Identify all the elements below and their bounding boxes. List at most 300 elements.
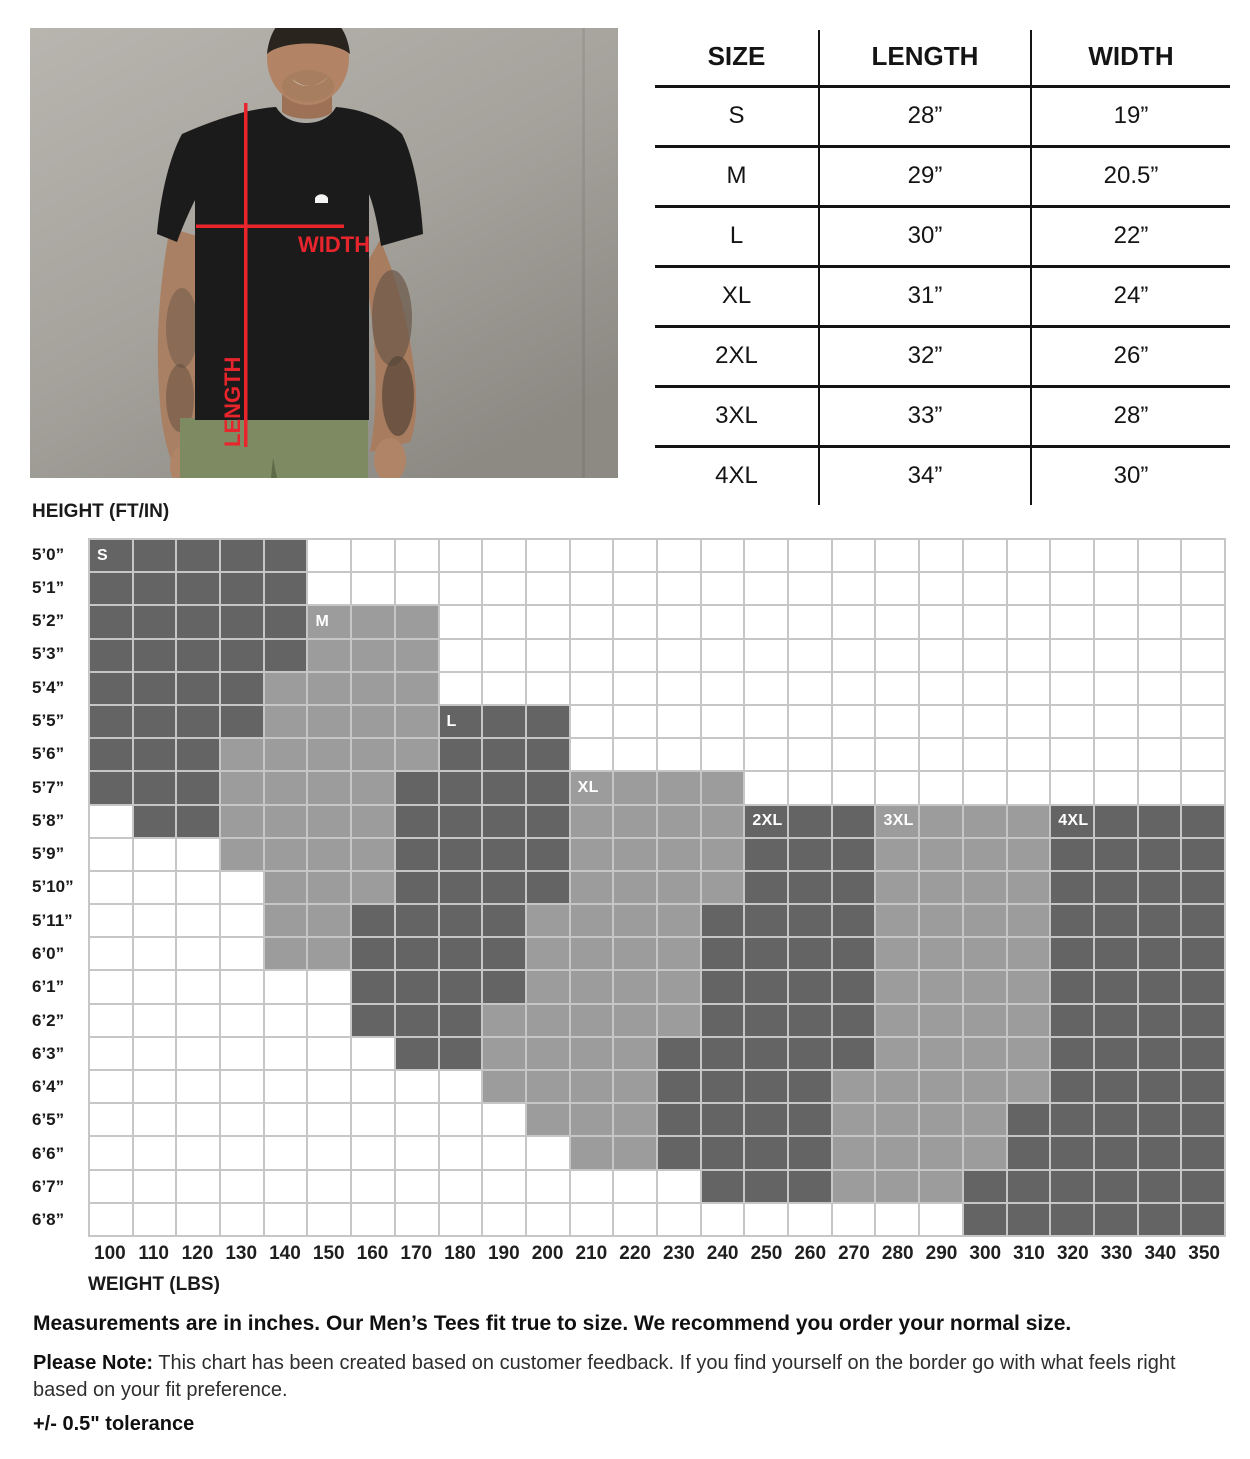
grid-cell: [308, 872, 350, 903]
please-note-label: Please Note:: [33, 1352, 154, 1374]
grid-cell: [221, 573, 263, 604]
grid-cell: [134, 806, 176, 837]
grid-cell: [265, 573, 307, 604]
height-tick-label: 5’2”: [32, 611, 65, 631]
grid-cell: [745, 1005, 787, 1036]
grid-cell: [177, 872, 219, 903]
grid-cell: [352, 806, 394, 837]
size-table-row: [655, 385, 1230, 445]
size-region-label: M: [315, 612, 330, 630]
grid-cell: [90, 839, 132, 870]
grid-cell: [1139, 1171, 1181, 1202]
grid-cell: [614, 872, 656, 903]
grid-cell: [1095, 1038, 1137, 1069]
grid-cell: [1139, 673, 1181, 704]
grid-cell: [789, 573, 831, 604]
grid-cell: [1008, 905, 1050, 936]
grid-cell: [1008, 673, 1050, 704]
height-tick-label: 5’8”: [32, 810, 65, 830]
grid-cell: [527, 839, 569, 870]
grid-cell: [221, 1104, 263, 1135]
size-table-header-row: [655, 30, 1230, 85]
height-tick-label: 6’5”: [32, 1110, 65, 1130]
grid-cell: [614, 1104, 656, 1135]
height-tick-label: 5’9”: [32, 844, 65, 864]
grid-cell: [90, 739, 132, 770]
grid-cell: [964, 706, 1006, 737]
grid-cell: [745, 540, 787, 571]
grid-cell: [134, 938, 176, 969]
grid-cell: [920, 739, 962, 770]
grid-cell: [440, 673, 482, 704]
grid-cell: [1051, 971, 1093, 1002]
grid-cell: [1051, 1071, 1093, 1102]
grid-cell: [265, 772, 307, 803]
grid-cell: [177, 806, 219, 837]
grid-cell: [177, 938, 219, 969]
size-table-cell: L: [729, 222, 744, 249]
grid-cell: [789, 839, 831, 870]
grid-cell: [177, 772, 219, 803]
grid-cell: [177, 1038, 219, 1069]
grid-cell: [265, 673, 307, 704]
grid-cell: [702, 1038, 744, 1069]
grid-cell: [265, 606, 307, 637]
grid-cell: [614, 573, 656, 604]
grid-cell: [833, 1171, 875, 1202]
grid-cell: [745, 739, 787, 770]
grid-cell: [920, 573, 962, 604]
grid-cell: [221, 905, 263, 936]
grid-cell: [221, 872, 263, 903]
grid-cell: [265, 1204, 307, 1235]
grid-cell: [571, 772, 613, 803]
grid-cell: [789, 1137, 831, 1168]
grid-cell: [1008, 1204, 1050, 1235]
grid-cell: [221, 1204, 263, 1235]
weight-tick-label: 250: [750, 1243, 783, 1264]
size-table-row: [655, 205, 1230, 265]
grid-cell: [396, 640, 438, 671]
grid-cell: [571, 706, 613, 737]
grid-cell: [1139, 839, 1181, 870]
grid-cell: [527, 772, 569, 803]
grid-cell: [571, 1171, 613, 1202]
grid-cell: [614, 1071, 656, 1102]
grid-cell: [483, 673, 525, 704]
grid-cell: [265, 839, 307, 870]
grid-cell: [90, 573, 132, 604]
grid-cell: [396, 739, 438, 770]
grid-cell: [789, 1005, 831, 1036]
grid-cell: [90, 640, 132, 671]
grid-cell: [221, 839, 263, 870]
grid-cell: [265, 1071, 307, 1102]
grid-cell: [1139, 1005, 1181, 1036]
grid-cell: [1095, 1204, 1137, 1235]
grid-cell: [90, 772, 132, 803]
grid-cell: [1182, 971, 1224, 1002]
grid-cell: [833, 1038, 875, 1069]
grid-cell: [745, 839, 787, 870]
grid-cell: [134, 706, 176, 737]
grid-cell: [789, 706, 831, 737]
grid-cell: [177, 971, 219, 1002]
size-table-cell: 29”: [818, 148, 1030, 205]
grid-cell: [614, 640, 656, 671]
grid-cell: [1095, 1104, 1137, 1135]
grid-cell: [440, 938, 482, 969]
grid-cell: [1139, 739, 1181, 770]
height-tick-label: 5’5”: [32, 711, 65, 731]
size-table-cell: 4XL: [715, 462, 758, 489]
grid-cell: [134, 640, 176, 671]
grid-cell: [789, 1171, 831, 1202]
grid-cell: [658, 938, 700, 969]
grid-cell: [483, 1038, 525, 1069]
grid-cell: [527, 573, 569, 604]
grid-cell: [745, 573, 787, 604]
grid-cell: [308, 739, 350, 770]
grid-cell: [1095, 806, 1137, 837]
grid-cell: [876, 573, 918, 604]
weight-tick-label: 180: [444, 1243, 476, 1264]
height-tick-label: 5’4”: [32, 677, 65, 697]
grid-cell: [483, 1171, 525, 1202]
grid-cell: [702, 1171, 744, 1202]
weight-tick-label: 170: [400, 1243, 433, 1264]
grid-cell: [396, 540, 438, 571]
size-table-row: [655, 445, 1230, 505]
grid-cell: [920, 1005, 962, 1036]
grid-cell: [1095, 706, 1137, 737]
grid-cell: [221, 673, 263, 704]
grid-cell: [1095, 1005, 1137, 1036]
weight-tick-label: 210: [575, 1243, 608, 1264]
grid-cell: [265, 1171, 307, 1202]
grid-cell: [1008, 706, 1050, 737]
grid-cell: [702, 573, 744, 604]
height-tick-label: 6’0”: [32, 944, 65, 964]
grid-cell: [1008, 806, 1050, 837]
grid-cell: [440, 806, 482, 837]
grid-cell: [920, 872, 962, 903]
grid-cell: [221, 640, 263, 671]
grid-cell: [702, 938, 744, 969]
grid-cell: [964, 839, 1006, 870]
grid-cell: [527, 1171, 569, 1202]
grid-cell: [964, 872, 1006, 903]
grid-cell: [1182, 540, 1224, 571]
grid-cell: [440, 573, 482, 604]
grid-cell: [396, 1071, 438, 1102]
grid-cell: [1139, 872, 1181, 903]
grid-cell: [833, 1005, 875, 1036]
grid-cell: [483, 1071, 525, 1102]
grid-cell: [440, 706, 482, 737]
size-table-cell: S: [728, 102, 745, 129]
size-table-row: [655, 145, 1230, 205]
grid-cell: [920, 706, 962, 737]
size-table-cell: 34”: [818, 448, 1030, 505]
grid-cell: [571, 573, 613, 604]
grid-cell: [789, 938, 831, 969]
grid-cell: [1008, 1005, 1050, 1036]
weight-tick-label: 110: [138, 1243, 169, 1264]
grid-cell: [527, 606, 569, 637]
grid-cell: [614, 739, 656, 770]
grid-cell: [1182, 706, 1224, 737]
grid-cell: [702, 806, 744, 837]
grid-cell: [1051, 806, 1093, 837]
grid-cell: [352, 1204, 394, 1235]
size-region-label: S: [97, 546, 108, 564]
grid-cell: [396, 573, 438, 604]
grid-cell: [745, 1038, 787, 1069]
grid-cell: [134, 839, 176, 870]
grid-cell: [745, 872, 787, 903]
grid-cell: [483, 606, 525, 637]
grid-cell: [964, 606, 1006, 637]
grid-cell: [396, 1005, 438, 1036]
grid-cell: [134, 1204, 176, 1235]
grid-cell: [483, 739, 525, 770]
grid-cell: [221, 772, 263, 803]
grid-cell: [1008, 1137, 1050, 1168]
width-line: [196, 225, 344, 229]
grid-cell: [90, 673, 132, 704]
grid-cell: [1095, 540, 1137, 571]
grid-cell: [658, 872, 700, 903]
grid-cell: [308, 1038, 350, 1069]
grid-cell: [90, 1104, 132, 1135]
grid-cell: [1139, 772, 1181, 803]
grid-cell: [702, 606, 744, 637]
grid-cell: [177, 1171, 219, 1202]
grid-cell: [833, 806, 875, 837]
grid-cell: [352, 1038, 394, 1069]
grid-cell: [352, 905, 394, 936]
grid-cell: [134, 606, 176, 637]
grid-cell: [527, 640, 569, 671]
grid-cell: [396, 706, 438, 737]
grid-cell: [483, 640, 525, 671]
grid-cell: [396, 806, 438, 837]
grid-cell: [614, 971, 656, 1002]
grid-cell: [1008, 1104, 1050, 1135]
grid-cell: [658, 1137, 700, 1168]
grid-cell: [308, 540, 350, 571]
grid-cell: [483, 1204, 525, 1235]
grid-cell: [571, 1071, 613, 1102]
grid-cell: [1139, 806, 1181, 837]
grid-cell: [527, 706, 569, 737]
grid-cell: [833, 1137, 875, 1168]
grid-cell: [352, 1171, 394, 1202]
grid-cell: [221, 540, 263, 571]
grid-cell: [134, 971, 176, 1002]
grid-cell: [920, 905, 962, 936]
grid-cell: [745, 640, 787, 671]
grid-cell: [571, 1204, 613, 1235]
weight-tick-label: 150: [312, 1243, 345, 1264]
grid-cell: [308, 772, 350, 803]
weight-tick-label: 120: [181, 1243, 214, 1264]
grid-cell: [920, 1038, 962, 1069]
grid-cell: [90, 938, 132, 969]
grid-cell: [396, 1038, 438, 1069]
grid-cell: [308, 839, 350, 870]
weight-tick-label: 280: [881, 1243, 914, 1264]
grid-cell: [1182, 1038, 1224, 1069]
grid-cell: [1182, 1204, 1224, 1235]
height-labels: [32, 538, 86, 1237]
grid-cell: [702, 971, 744, 1002]
grid-cell: [789, 739, 831, 770]
grid-cell: [483, 938, 525, 969]
grid-cell: [876, 1171, 918, 1202]
grid-cell: [527, 1137, 569, 1168]
weight-labels: [88, 1243, 1226, 1265]
grid-cell: [1008, 1038, 1050, 1069]
grid-cell: [876, 540, 918, 571]
grid-cell: [396, 1204, 438, 1235]
grid-cell: [352, 739, 394, 770]
grid-cell: [964, 1137, 1006, 1168]
grid-cell: [1051, 1038, 1093, 1069]
grid-cell: [308, 1171, 350, 1202]
grid-cell: [396, 839, 438, 870]
grid-cell: [789, 606, 831, 637]
grid-cell: [964, 1005, 1006, 1036]
grid-cell: [221, 739, 263, 770]
grid-cell: [308, 573, 350, 604]
grid-cell: [789, 673, 831, 704]
grid-cell: [265, 1104, 307, 1135]
grid-cell: [221, 1005, 263, 1036]
grid-cell: [177, 606, 219, 637]
grid-cell: [134, 1104, 176, 1135]
grid-cell: [1051, 739, 1093, 770]
grid-cell: [833, 938, 875, 969]
grid-cell: [789, 540, 831, 571]
grid-cell: [571, 739, 613, 770]
grid-cell: [440, 640, 482, 671]
size-region-label: 3XL: [883, 812, 914, 830]
grid-cell: [658, 1204, 700, 1235]
grid-cell: [1182, 573, 1224, 604]
grid-cell: [527, 938, 569, 969]
grid-cell: [571, 673, 613, 704]
grid-cell: [702, 1137, 744, 1168]
grid-cell: [702, 1204, 744, 1235]
grid-cell: [440, 839, 482, 870]
grid-cell: [745, 772, 787, 803]
grid-cell: [702, 540, 744, 571]
grid-cell: [745, 806, 787, 837]
height-tick-label: 6’2”: [32, 1010, 65, 1030]
grid-cell: [614, 772, 656, 803]
grid-cell: [571, 872, 613, 903]
grid-cell: [745, 1137, 787, 1168]
grid-cell: [1008, 573, 1050, 604]
grid-cell: [396, 673, 438, 704]
grid-cell: [90, 971, 132, 1002]
grid-cell: [1182, 640, 1224, 671]
grid-cell: [614, 1204, 656, 1235]
grid-cell: [527, 872, 569, 903]
size-table-header-cell: SIZE: [707, 41, 766, 71]
grid-cell: [1095, 905, 1137, 936]
grid-cell: [920, 806, 962, 837]
grid-cell: [134, 739, 176, 770]
grid-cell: [1182, 739, 1224, 770]
grid-cell: [876, 1005, 918, 1036]
grid-cell: [1051, 1104, 1093, 1135]
grid-cell: [221, 1038, 263, 1069]
size-table-row: [655, 325, 1230, 385]
grid-cell: [1095, 673, 1137, 704]
grid-cell: [920, 938, 962, 969]
grid-cell: [90, 1171, 132, 1202]
grid-cell: [1139, 905, 1181, 936]
grid-cell: [1182, 905, 1224, 936]
grid-cell: [964, 971, 1006, 1002]
size-table-cell: XL: [721, 282, 752, 309]
grid-cell: [920, 640, 962, 671]
size-grid: [88, 538, 1226, 1237]
weight-tick-label: 320: [1056, 1243, 1089, 1264]
size-table-row: [655, 265, 1230, 325]
grid-cell: [614, 1038, 656, 1069]
grid-cell: [1008, 938, 1050, 969]
grid-cell: [658, 772, 700, 803]
grid-cell: [527, 905, 569, 936]
grid-cell: [658, 971, 700, 1002]
grid-cell: [1051, 706, 1093, 737]
grid-cell: [1182, 1071, 1224, 1102]
size-table-cell: 28”: [1030, 388, 1230, 445]
grid-cell: [221, 606, 263, 637]
grid-cell: [90, 1038, 132, 1069]
grid-cell: [265, 1038, 307, 1069]
grid-cell: [658, 806, 700, 837]
size-table-cell: 2XL: [715, 342, 758, 369]
grid-cell: [352, 1137, 394, 1168]
grid-cell: [1139, 1104, 1181, 1135]
grid-cell: [352, 872, 394, 903]
grid-cell: [265, 739, 307, 770]
grid-cell: [527, 1038, 569, 1069]
grid-cell: [745, 938, 787, 969]
grid-cell: [964, 540, 1006, 571]
grid-cell: [177, 673, 219, 704]
grid-cell: [745, 1071, 787, 1102]
grid-cell: [789, 905, 831, 936]
grid-cell: [527, 1071, 569, 1102]
grid-cell: [658, 905, 700, 936]
grid-cell: [1182, 872, 1224, 903]
grid-cell: [90, 905, 132, 936]
grid-cell: [833, 971, 875, 1002]
size-table-cell: 22”: [1030, 208, 1230, 265]
grid-cell: [527, 739, 569, 770]
weight-tick-label: 140: [269, 1243, 301, 1264]
grid-cell: [177, 1204, 219, 1235]
grid-cell: [221, 1171, 263, 1202]
grid-cell: [1095, 739, 1137, 770]
grid-cell: [440, 606, 482, 637]
